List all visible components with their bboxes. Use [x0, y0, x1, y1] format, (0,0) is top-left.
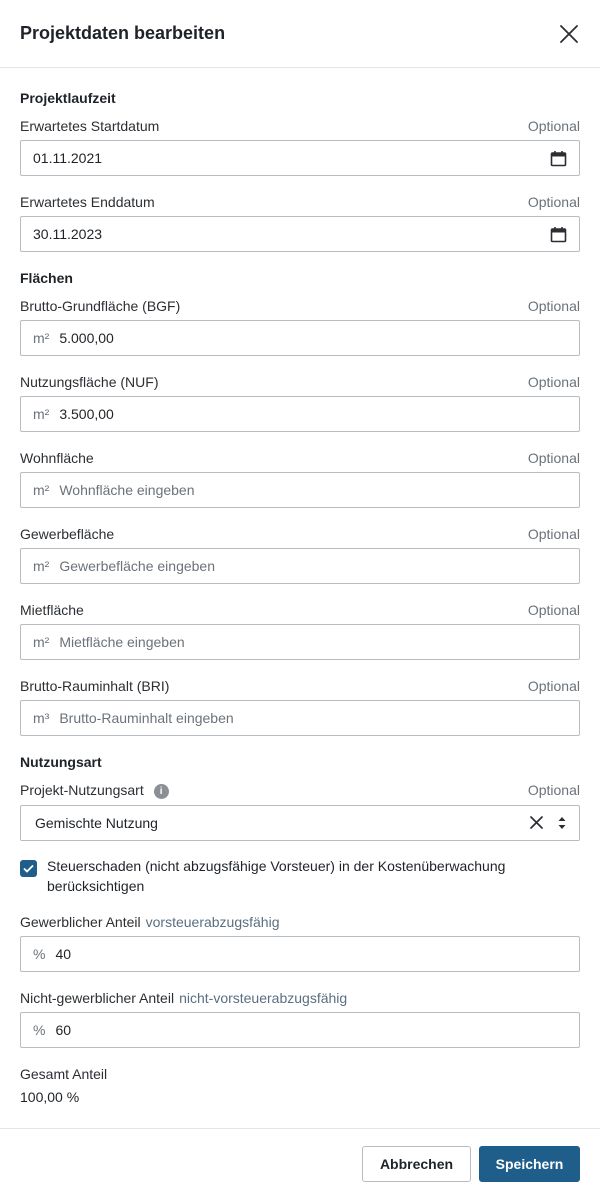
- optional-label: Optional: [527, 526, 580, 542]
- section-title-flaechen: Flächen: [20, 270, 73, 286]
- optional-label: Optional: [527, 374, 580, 390]
- bgf-label: Brutto-Grundfläche (BGF): [20, 298, 181, 314]
- nutzungsart-group: [20, 782, 580, 841]
- save-button[interactable]: Speichern: [479, 1146, 580, 1182]
- end-date-value: 30.11.2023: [33, 226, 103, 242]
- miet-placeholder: Mietfläche eingeben: [59, 634, 185, 650]
- nutzungsart-label-wrap: [20, 782, 169, 799]
- dialog-title: Projektdaten bearbeiten: [20, 23, 226, 43]
- cancel-button[interactable]: Abbrechen: [362, 1146, 471, 1182]
- bri-placeholder: Brutto-Rauminhalt eingeben: [59, 710, 234, 726]
- gewerblich-hint: vorsteuerabzugsfähig: [145, 914, 280, 930]
- bgf-input[interactable]: [20, 320, 580, 356]
- calendar-icon: [550, 150, 567, 167]
- nutzungsart-value: Gemischte Nutzung: [35, 814, 158, 831]
- gewerbe-input[interactable]: [20, 548, 580, 584]
- calendar-button[interactable]: [549, 225, 567, 243]
- gewerblich-input[interactable]: [20, 936, 580, 972]
- optional-label: Optional: [527, 678, 580, 694]
- nichtgewerblich-hint: nicht-vorsteuerabzugsfähig: [179, 990, 348, 1006]
- optional-label: Optional: [527, 602, 580, 618]
- start-date-group: [20, 118, 580, 176]
- nuf-value: 3.500,00: [59, 406, 114, 422]
- wohn-group: [20, 450, 580, 508]
- optional-label: Optional: [527, 782, 580, 799]
- unit-prefix: m²: [33, 482, 50, 498]
- end-date-group: [20, 194, 580, 252]
- end-date-label: Erwartetes Enddatum: [20, 194, 155, 210]
- select-controls: [530, 816, 567, 830]
- steuer-checkbox-row: [20, 856, 580, 896]
- nichtgewerblich-group: [20, 990, 580, 1048]
- gewerbe-placeholder: Gewerbefläche eingeben: [59, 558, 215, 574]
- wohn-input[interactable]: [20, 472, 580, 508]
- nichtgewerblich-input[interactable]: [20, 1012, 580, 1048]
- dialog-footer: [0, 1128, 600, 1198]
- nutzungsart-select[interactable]: [20, 805, 580, 841]
- unit-prefix: m²: [33, 634, 50, 650]
- nuf-group: [20, 374, 580, 432]
- info-icon[interactable]: i: [154, 784, 169, 799]
- nichtgewerblich-value: 60: [55, 1022, 72, 1038]
- start-date-value: 01.11.2021: [33, 150, 103, 166]
- clear-icon[interactable]: [530, 816, 543, 829]
- gewerbe-group: [20, 526, 580, 584]
- optional-label: Optional: [527, 194, 580, 210]
- close-icon: [560, 25, 578, 43]
- gesamt-value: 100,00 %: [20, 1089, 80, 1105]
- start-date-label: Erwartetes Startdatum: [20, 118, 160, 134]
- bri-input[interactable]: [20, 700, 580, 736]
- steuer-checkbox[interactable]: [20, 860, 37, 877]
- section-title-laufzeit: Projektlaufzeit: [20, 90, 116, 106]
- wohn-placeholder: Wohnfläche eingeben: [59, 482, 195, 498]
- nuf-input[interactable]: [20, 396, 580, 432]
- nutzungsart-label: Projekt-Nutzungsart: [20, 782, 144, 798]
- unit-prefix: %: [33, 1022, 46, 1038]
- wohn-label: Wohnfläche: [20, 450, 94, 466]
- optional-label: Optional: [527, 298, 580, 314]
- gewerblich-group: [20, 914, 580, 972]
- steuer-checkbox-label: Steuerschaden (nicht abzugsfähige Vorsteuer) in der Kostenüberwachung berücksichtigen: [47, 858, 506, 894]
- gesamt-group: [20, 1066, 580, 1105]
- unit-prefix: m²: [33, 330, 50, 346]
- miet-input[interactable]: [20, 624, 580, 660]
- calendar-icon: [550, 226, 567, 243]
- gewerblich-value: 40: [55, 946, 72, 962]
- optional-label: Optional: [527, 118, 580, 134]
- start-date-input[interactable]: [20, 140, 580, 176]
- unit-prefix: m²: [33, 558, 50, 574]
- miet-group: [20, 602, 580, 660]
- nuf-label: Nutzungsfläche (NUF): [20, 374, 159, 390]
- unit-prefix: m³: [33, 710, 50, 726]
- section-title-nutzungsart: Nutzungsart: [20, 754, 102, 770]
- bgf-group: [20, 298, 580, 356]
- optional-label: Optional: [527, 450, 580, 466]
- end-date-input[interactable]: [20, 216, 580, 252]
- bgf-value: 5.000,00: [59, 330, 114, 346]
- unit-prefix: %: [33, 946, 46, 962]
- gewerbe-label: Gewerbefläche: [20, 526, 115, 542]
- gewerblich-label: Gewerblicher Anteil: [20, 914, 141, 930]
- gesamt-label: Gesamt Anteil: [20, 1066, 108, 1082]
- miet-label: Mietfläche: [20, 602, 84, 618]
- check-icon: [23, 864, 34, 873]
- bri-group: [20, 678, 580, 736]
- sort-icon[interactable]: [557, 816, 567, 830]
- nichtgewerblich-label: Nicht-gewerblicher Anteil: [20, 990, 175, 1006]
- calendar-button[interactable]: [549, 149, 567, 167]
- dialog-header: [0, 0, 600, 68]
- bri-label: Brutto-Rauminhalt (BRI): [20, 678, 170, 694]
- close-button[interactable]: [557, 22, 581, 46]
- unit-prefix: m²: [33, 406, 50, 422]
